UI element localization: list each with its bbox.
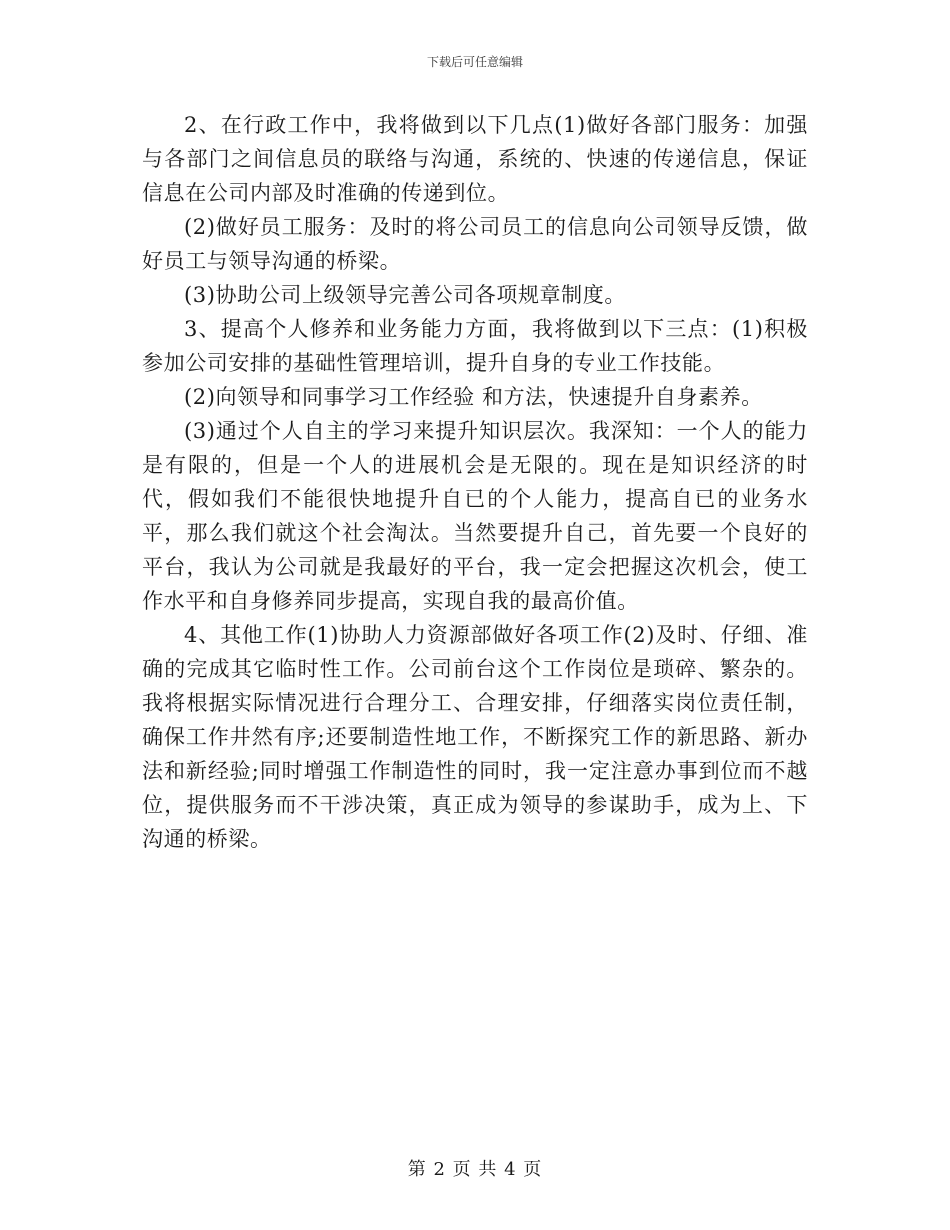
paragraph-regulations: (3)协助公司上级领导完善公司各项规章制度。 — [184, 283, 626, 307]
page-header: 下载后可任意编辑 — [426, 55, 523, 69]
document-body — [142, 108, 808, 856]
paragraph-self-improvement: 3、提高个人修养和业务能力方面，我将做到以下三点：(1)积极参加公司安排的基础性管理培训，提升自身的专业工作技能。 — [142, 317, 808, 375]
paragraph-self-study: (3)通过个人自主的学习来提升知识层次。我深知：一个人的能力是有限的，但是一个人的进展机会是无限的。现在是知识经济的时代，假如我们不能很快地提升自已的个人能力，提高自已的业务水平，那么我们就这个社会淘汰。当然要提升自己，首先要一个良好的平台，我认为公司就是我最好的平台，我一定会把握这次机会，使工作水平和自身修养同步提高，实现自我的最高价值。 — [142, 419, 808, 613]
paragraph-other-work: 4、其他工作(1)协助人力资源部做好各项工作(2)及时、仔细、准确的完成其它临时性工作。公司前台这个工作岗位是琐碎、繁杂的。我将根据实际情况进行合理分工、合理安排，仔细落实岗位责任制，确保工作井然有序;还要制造性地工作，不断探究工作的新思路、新办法和新经验;同时增强工作制造性的同时，我一定注意办事到位而不越位，提供服务而不干涉决策，真正成为领导的参谋助手，成为上、下沟通的桥梁。 — [142, 623, 808, 851]
paragraph-learn-from-colleagues: (2)向领导和同事学习工作经验 和方法，快速提升自身素养。 — [184, 385, 763, 409]
page-number: 第 2 页 共 4 页 — [407, 1159, 543, 1180]
paragraph-staff-service: (2)做好员工服务：及时的将公司员工的信息向公司领导反馈，做好员工与领导沟通的桥梁。 — [142, 215, 808, 273]
paragraph-admin-work: 2、在行政工作中，我将做到以下几点(1)做好各部门服务：加强与各部门之间信息员的联络与沟通，系统的、快速的传递信息，保证信息在公司内部及时准确的传递到位。 — [142, 113, 808, 205]
